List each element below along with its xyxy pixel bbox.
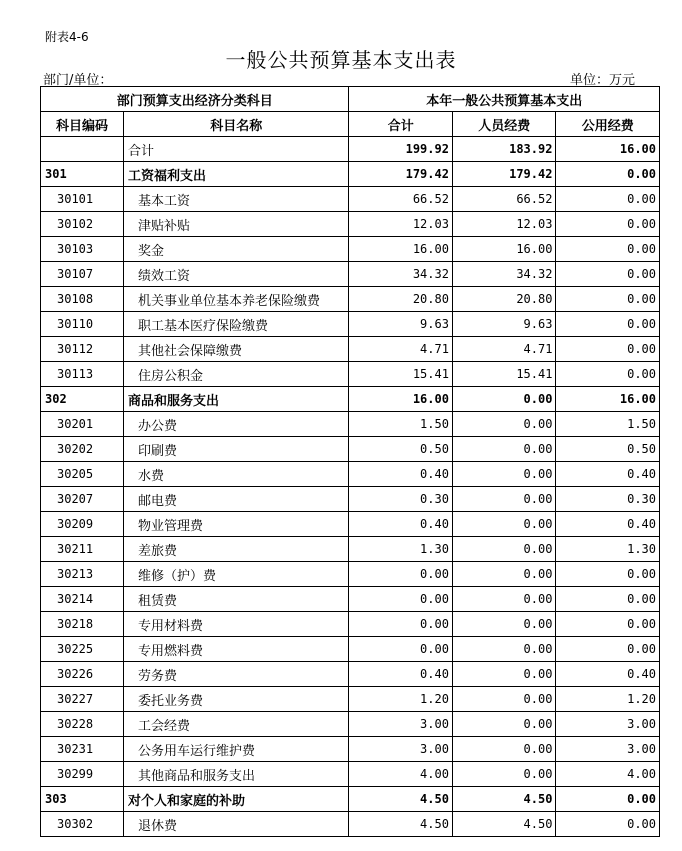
row-total-cell: 9.63 xyxy=(349,312,453,337)
row-personnel-cell: 9.63 xyxy=(452,312,556,337)
row-total-cell: 0.40 xyxy=(349,462,453,487)
column-header-public: 公用经费 xyxy=(556,112,660,137)
category-row xyxy=(41,162,660,187)
row-code-cell: 30227 xyxy=(41,687,124,712)
row-personnel-cell: 20.80 xyxy=(452,287,556,312)
row-code-cell: 30218 xyxy=(41,612,124,637)
row-total-cell: 199.92 xyxy=(349,137,453,162)
row-public-cell: 0.40 xyxy=(556,662,660,687)
row-personnel-cell: 183.92 xyxy=(452,137,556,162)
row-public-cell: 1.30 xyxy=(556,537,660,562)
column-header-name: 科目名称 xyxy=(124,112,349,137)
row-total-cell: 1.50 xyxy=(349,412,453,437)
row-name-cell: 住房公积金 xyxy=(124,362,349,387)
row-code-cell: 30299 xyxy=(41,762,124,787)
row-code-cell: 303 xyxy=(41,787,124,812)
row-public-cell: 3.00 xyxy=(556,737,660,762)
row-personnel-cell: 0.00 xyxy=(452,762,556,787)
row-total-cell: 4.71 xyxy=(349,337,453,362)
table-row xyxy=(41,737,660,762)
row-public-cell: 0.00 xyxy=(556,212,660,237)
row-public-cell: 0.00 xyxy=(556,337,660,362)
table-row xyxy=(41,562,660,587)
table-row xyxy=(41,587,660,612)
row-total-cell: 0.00 xyxy=(349,562,453,587)
row-name-cell: 租赁费 xyxy=(124,587,349,612)
row-total-cell: 4.50 xyxy=(349,787,453,812)
row-name-cell: 基本工资 xyxy=(124,187,349,212)
budget-table xyxy=(40,86,660,837)
table-row xyxy=(41,337,660,362)
row-personnel-cell: 0.00 xyxy=(452,687,556,712)
row-total-cell: 16.00 xyxy=(349,237,453,262)
table-row xyxy=(41,637,660,662)
row-public-cell: 0.00 xyxy=(556,187,660,212)
row-total-cell: 1.30 xyxy=(349,537,453,562)
row-public-cell: 4.00 xyxy=(556,762,660,787)
row-public-cell: 0.00 xyxy=(556,637,660,662)
row-total-cell: 0.40 xyxy=(349,662,453,687)
row-name-cell: 工资福利支出 xyxy=(124,162,349,187)
row-code-cell: 30108 xyxy=(41,287,124,312)
row-name-cell: 办公费 xyxy=(124,412,349,437)
row-total-cell: 0.50 xyxy=(349,437,453,462)
table-attachment-note: 附表4-6 xyxy=(45,30,89,44)
row-personnel-cell: 0.00 xyxy=(452,537,556,562)
row-total-cell: 34.32 xyxy=(349,262,453,287)
row-code-cell: 30226 xyxy=(41,662,124,687)
group-header-classification: 部门预算支出经济分类科目 xyxy=(41,87,349,112)
row-code-cell: 30302 xyxy=(41,812,124,837)
total-row xyxy=(41,137,660,162)
category-row xyxy=(41,787,660,812)
row-code-cell: 302 xyxy=(41,387,124,412)
row-personnel-cell: 15.41 xyxy=(452,362,556,387)
row-name-cell: 对个人和家庭的补助 xyxy=(124,787,349,812)
row-name-cell: 邮电费 xyxy=(124,487,349,512)
table-row xyxy=(41,487,660,512)
row-personnel-cell: 0.00 xyxy=(452,487,556,512)
row-personnel-cell: 0.00 xyxy=(452,412,556,437)
row-personnel-cell: 0.00 xyxy=(452,387,556,412)
row-name-cell: 工会经费 xyxy=(124,712,349,737)
row-public-cell: 0.00 xyxy=(556,587,660,612)
row-personnel-cell: 0.00 xyxy=(452,612,556,637)
row-code-cell: 30101 xyxy=(41,187,124,212)
row-personnel-cell: 0.00 xyxy=(452,662,556,687)
table-row xyxy=(41,662,660,687)
row-name-cell: 物业管理费 xyxy=(124,512,349,537)
column-header-code: 科目编码 xyxy=(41,112,124,137)
row-code-cell: 30205 xyxy=(41,462,124,487)
row-total-cell: 66.52 xyxy=(349,187,453,212)
row-personnel-cell: 34.32 xyxy=(452,262,556,287)
row-personnel-cell: 0.00 xyxy=(452,637,556,662)
row-public-cell: 0.00 xyxy=(556,262,660,287)
row-public-cell: 3.00 xyxy=(556,712,660,737)
row-total-cell: 3.00 xyxy=(349,712,453,737)
row-name-cell: 印刷费 xyxy=(124,437,349,462)
row-name-cell: 机关事业单位基本养老保险缴费 xyxy=(124,287,349,312)
row-name-cell: 奖金 xyxy=(124,237,349,262)
row-code-cell: 30209 xyxy=(41,512,124,537)
table-row xyxy=(41,812,660,837)
table-group-header-row xyxy=(41,87,660,112)
row-personnel-cell: 4.50 xyxy=(452,812,556,837)
table-row xyxy=(41,287,660,312)
group-header-expenditure: 本年一般公共预算基本支出 xyxy=(349,87,660,112)
category-row xyxy=(41,387,660,412)
row-personnel-cell: 0.00 xyxy=(452,737,556,762)
table-row xyxy=(41,687,660,712)
row-code-cell: 30201 xyxy=(41,412,124,437)
table-row xyxy=(41,362,660,387)
row-total-cell: 0.00 xyxy=(349,637,453,662)
row-personnel-cell: 0.00 xyxy=(452,512,556,537)
row-public-cell: 0.00 xyxy=(556,562,660,587)
row-public-cell: 0.30 xyxy=(556,487,660,512)
row-code-cell: 30112 xyxy=(41,337,124,362)
row-personnel-cell: 66.52 xyxy=(452,187,556,212)
row-personnel-cell: 4.50 xyxy=(452,787,556,812)
table-row xyxy=(41,512,660,537)
table-row xyxy=(41,312,660,337)
table-row xyxy=(41,187,660,212)
table-row xyxy=(41,412,660,437)
row-name-cell: 水费 xyxy=(124,462,349,487)
department-label: 部门/单位： xyxy=(43,73,113,88)
row-code-cell: 30228 xyxy=(41,712,124,737)
row-public-cell: 0.00 xyxy=(556,237,660,262)
row-name-cell: 维修（护）费 xyxy=(124,562,349,587)
table-row xyxy=(41,237,660,262)
row-public-cell: 0.50 xyxy=(556,437,660,462)
table-row xyxy=(41,762,660,787)
row-total-cell: 0.40 xyxy=(349,512,453,537)
row-personnel-cell: 179.42 xyxy=(452,162,556,187)
row-total-cell: 3.00 xyxy=(349,737,453,762)
table-row xyxy=(41,712,660,737)
row-name-cell: 专用燃料费 xyxy=(124,637,349,662)
row-code-cell: 30107 xyxy=(41,262,124,287)
row-public-cell: 0.00 xyxy=(556,362,660,387)
row-code-cell: 30214 xyxy=(41,587,124,612)
row-total-cell: 179.42 xyxy=(349,162,453,187)
row-total-cell: 16.00 xyxy=(349,387,453,412)
row-name-cell: 其他商品和服务支出 xyxy=(124,762,349,787)
table-row xyxy=(41,537,660,562)
row-name-cell: 津贴补贴 xyxy=(124,212,349,237)
table-column-header-row xyxy=(41,112,660,137)
row-personnel-cell: 0.00 xyxy=(452,712,556,737)
row-public-cell: 16.00 xyxy=(556,387,660,412)
row-public-cell: 1.50 xyxy=(556,412,660,437)
column-header-total: 合计 xyxy=(349,112,453,137)
row-name-cell: 商品和服务支出 xyxy=(124,387,349,412)
row-total-cell: 20.80 xyxy=(349,287,453,312)
row-code-cell: 30202 xyxy=(41,437,124,462)
row-personnel-cell: 0.00 xyxy=(452,562,556,587)
row-total-cell: 1.20 xyxy=(349,687,453,712)
row-code-cell: 30211 xyxy=(41,537,124,562)
row-code-cell: 30225 xyxy=(41,637,124,662)
row-public-cell: 0.40 xyxy=(556,512,660,537)
row-name-cell: 专用材料费 xyxy=(124,612,349,637)
row-personnel-cell: 0.00 xyxy=(452,437,556,462)
row-public-cell: 1.20 xyxy=(556,687,660,712)
row-public-cell: 0.00 xyxy=(556,312,660,337)
row-name-cell: 其他社会保障缴费 xyxy=(124,337,349,362)
row-code-cell: 30207 xyxy=(41,487,124,512)
row-code-cell: 30231 xyxy=(41,737,124,762)
row-public-cell: 0.00 xyxy=(556,787,660,812)
table-row xyxy=(41,462,660,487)
table-body xyxy=(41,137,660,837)
row-name-cell: 退休费 xyxy=(124,812,349,837)
row-personnel-cell: 12.03 xyxy=(452,212,556,237)
page-title: 一般公共预算基本支出表 xyxy=(225,48,457,72)
row-total-cell: 4.50 xyxy=(349,812,453,837)
row-name-cell: 劳务费 xyxy=(124,662,349,687)
table-row xyxy=(41,612,660,637)
row-public-cell: 0.40 xyxy=(556,462,660,487)
row-public-cell: 0.00 xyxy=(556,162,660,187)
unit-label: 单位：万元 xyxy=(570,73,636,88)
row-code-cell: 30113 xyxy=(41,362,124,387)
row-total-cell: 4.00 xyxy=(349,762,453,787)
row-public-cell: 0.00 xyxy=(556,287,660,312)
row-personnel-cell: 0.00 xyxy=(452,462,556,487)
row-personnel-cell: 0.00 xyxy=(452,587,556,612)
column-header-personnel: 人员经费 xyxy=(452,112,556,137)
table-row xyxy=(41,262,660,287)
row-public-cell: 0.00 xyxy=(556,612,660,637)
row-personnel-cell: 4.71 xyxy=(452,337,556,362)
row-total-cell: 0.00 xyxy=(349,612,453,637)
row-public-cell: 16.00 xyxy=(556,137,660,162)
row-total-cell: 15.41 xyxy=(349,362,453,387)
table-row xyxy=(41,437,660,462)
row-name-cell: 职工基本医疗保险缴费 xyxy=(124,312,349,337)
row-code-cell xyxy=(41,137,124,162)
row-personnel-cell: 16.00 xyxy=(452,237,556,262)
row-name-cell: 差旅费 xyxy=(124,537,349,562)
row-name-cell: 公务用车运行维护费 xyxy=(124,737,349,762)
row-code-cell: 30103 xyxy=(41,237,124,262)
row-public-cell: 0.00 xyxy=(556,812,660,837)
row-total-cell: 12.03 xyxy=(349,212,453,237)
table-row xyxy=(41,212,660,237)
row-name-cell: 合计 xyxy=(124,137,349,162)
row-name-cell: 绩效工资 xyxy=(124,262,349,287)
row-code-cell: 30102 xyxy=(41,212,124,237)
row-code-cell: 30110 xyxy=(41,312,124,337)
row-code-cell: 301 xyxy=(41,162,124,187)
row-code-cell: 30213 xyxy=(41,562,124,587)
row-total-cell: 0.00 xyxy=(349,587,453,612)
row-total-cell: 0.30 xyxy=(349,487,453,512)
row-name-cell: 委托业务费 xyxy=(124,687,349,712)
